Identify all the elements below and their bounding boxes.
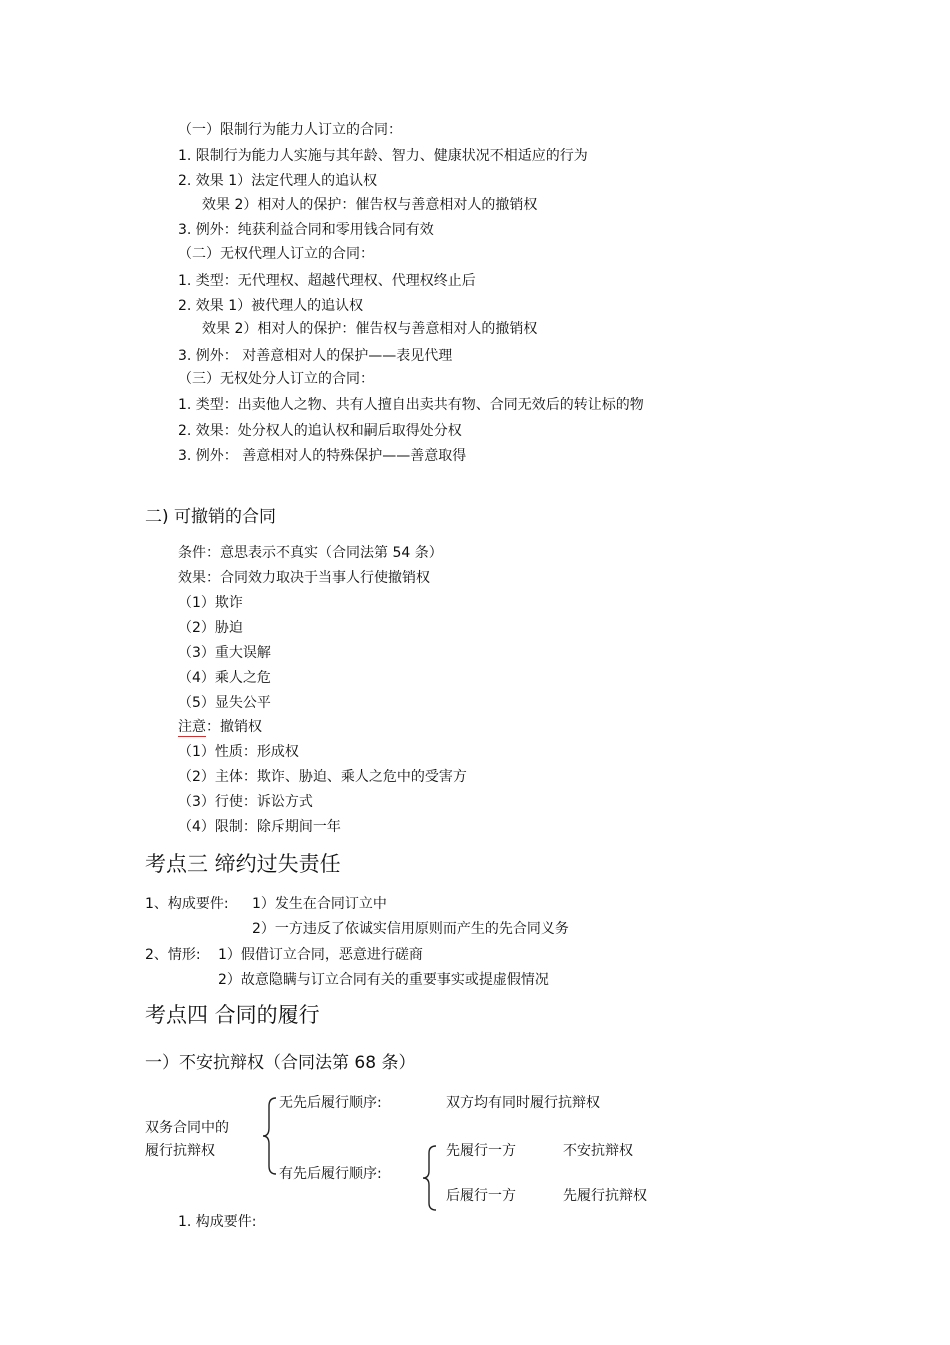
culpa-sit-2: 2）故意隐瞒与订立合同有关的重要事实或提虚假情况 xyxy=(218,972,549,988)
sub3-item-3: 3. 例外： 善意相对人的特殊保护——善意取得 xyxy=(178,448,467,464)
sub2-item-2b: 效果 2）相对人的保护：催告权与善意相对人的撤销权 xyxy=(202,321,538,337)
sub1-title: （一）限制行为能力人订立的合同： xyxy=(178,122,402,138)
revocable-case-1: （1）欺诈 xyxy=(178,595,243,611)
section-culpa-title: 考点三 缔约过失责任 xyxy=(145,852,341,876)
sub3-item-1: 1. 类型：出卖他人之物、共有人擅自出卖共有物、合同无效后的转让标的物 xyxy=(178,397,644,413)
note-item-4: （4）限制：除斥期间一年 xyxy=(178,819,341,835)
note-rest: ：撤销权 xyxy=(206,719,262,735)
revocable-note xyxy=(178,718,262,736)
diagram-root-line2: 履行抗辩权 xyxy=(145,1143,215,1159)
revocable-condition: 条件：意思表示不真实（合同法第 54 条） xyxy=(178,545,443,561)
section-performance-title: 考点四 合同的履行 xyxy=(145,1003,320,1027)
revocable-case-5: （5）显失公平 xyxy=(178,695,271,711)
culpa-req-label: 1、构成要件: xyxy=(145,896,229,912)
revocable-case-4: （4）乘人之危 xyxy=(178,670,271,686)
diagram-branch-a-result: 双方均有同时履行抗辩权 xyxy=(446,1095,600,1111)
sub1-item-1: 1. 限制行为能力人实施与其年龄、智力、健康状况不相适应的行为 xyxy=(178,148,588,164)
sub2-item-3: 3. 例外： 对善意相对人的保护——表见代理 xyxy=(178,348,453,364)
sub2-item-2: 2. 效果 1）被代理人的追认权 xyxy=(178,298,364,314)
sub2-item-1: 1. 类型：无代理权、超越代理权、代理权终止后 xyxy=(178,273,476,289)
sub1-item-2: 2. 效果 1）法定代理人的追认权 xyxy=(178,173,378,189)
section-revocable-title: 二) 可撤销的合同 xyxy=(145,507,277,527)
note-item-1: （1）性质：形成权 xyxy=(178,744,299,760)
sub3-item-2: 2. 效果：处分权人的追认权和嗣后取得处分权 xyxy=(178,423,462,439)
revocable-case-3: （3）重大误解 xyxy=(178,645,271,661)
revocable-case-2: （2）胁迫 xyxy=(178,620,243,636)
culpa-req-1: 1）发生在合同订立中 xyxy=(252,896,387,912)
diagram-branch-a: 无先后履行顺序: xyxy=(279,1095,382,1111)
diagram-root-line1: 双务合同中的 xyxy=(145,1120,229,1136)
note-item-3: （3）行使：诉讼方式 xyxy=(178,794,313,810)
diagram-branch-b: 有先后履行顺序: xyxy=(279,1166,382,1182)
diagram-b2-label: 后履行一方 xyxy=(446,1188,516,1204)
diagram-b1-result: 不安抗辩权 xyxy=(563,1143,633,1159)
note-label: 注意 xyxy=(178,719,206,735)
culpa-req-2: 2）一方违反了依诚实信用原则而产生的先合同义务 xyxy=(252,921,569,937)
sub2-title: （二）无权代理人订立的合同： xyxy=(178,246,374,262)
diagram-b2-result: 先履行抗辩权 xyxy=(563,1188,647,1204)
defense-right-title: 一）不安抗辩权（合同法第 68 条） xyxy=(145,1053,416,1073)
culpa-sit-1: 1）假借订立合同，恶意进行磋商 xyxy=(218,947,423,963)
note-item-2: （2）主体：欺诈、胁迫、乘人之危中的受害方 xyxy=(178,769,467,785)
diagram-brace-sub xyxy=(420,1144,440,1212)
diagram-b1-label: 先履行一方 xyxy=(446,1143,516,1159)
culpa-sit-label: 2、情形: xyxy=(145,947,201,963)
sub1-item-3: 3. 例外：纯获利益合同和零用钱合同有效 xyxy=(178,222,434,238)
revocable-effect: 效果：合同效力取决于当事人行使撤销权 xyxy=(178,570,430,586)
sub1-item-2b: 效果 2）相对人的保护：催告权与善意相对人的撤销权 xyxy=(202,197,538,213)
performance-footer-item: 1. 构成要件: xyxy=(178,1214,257,1230)
sub3-title: （三）无权处分人订立的合同： xyxy=(178,371,374,387)
diagram-brace-main xyxy=(260,1096,280,1176)
